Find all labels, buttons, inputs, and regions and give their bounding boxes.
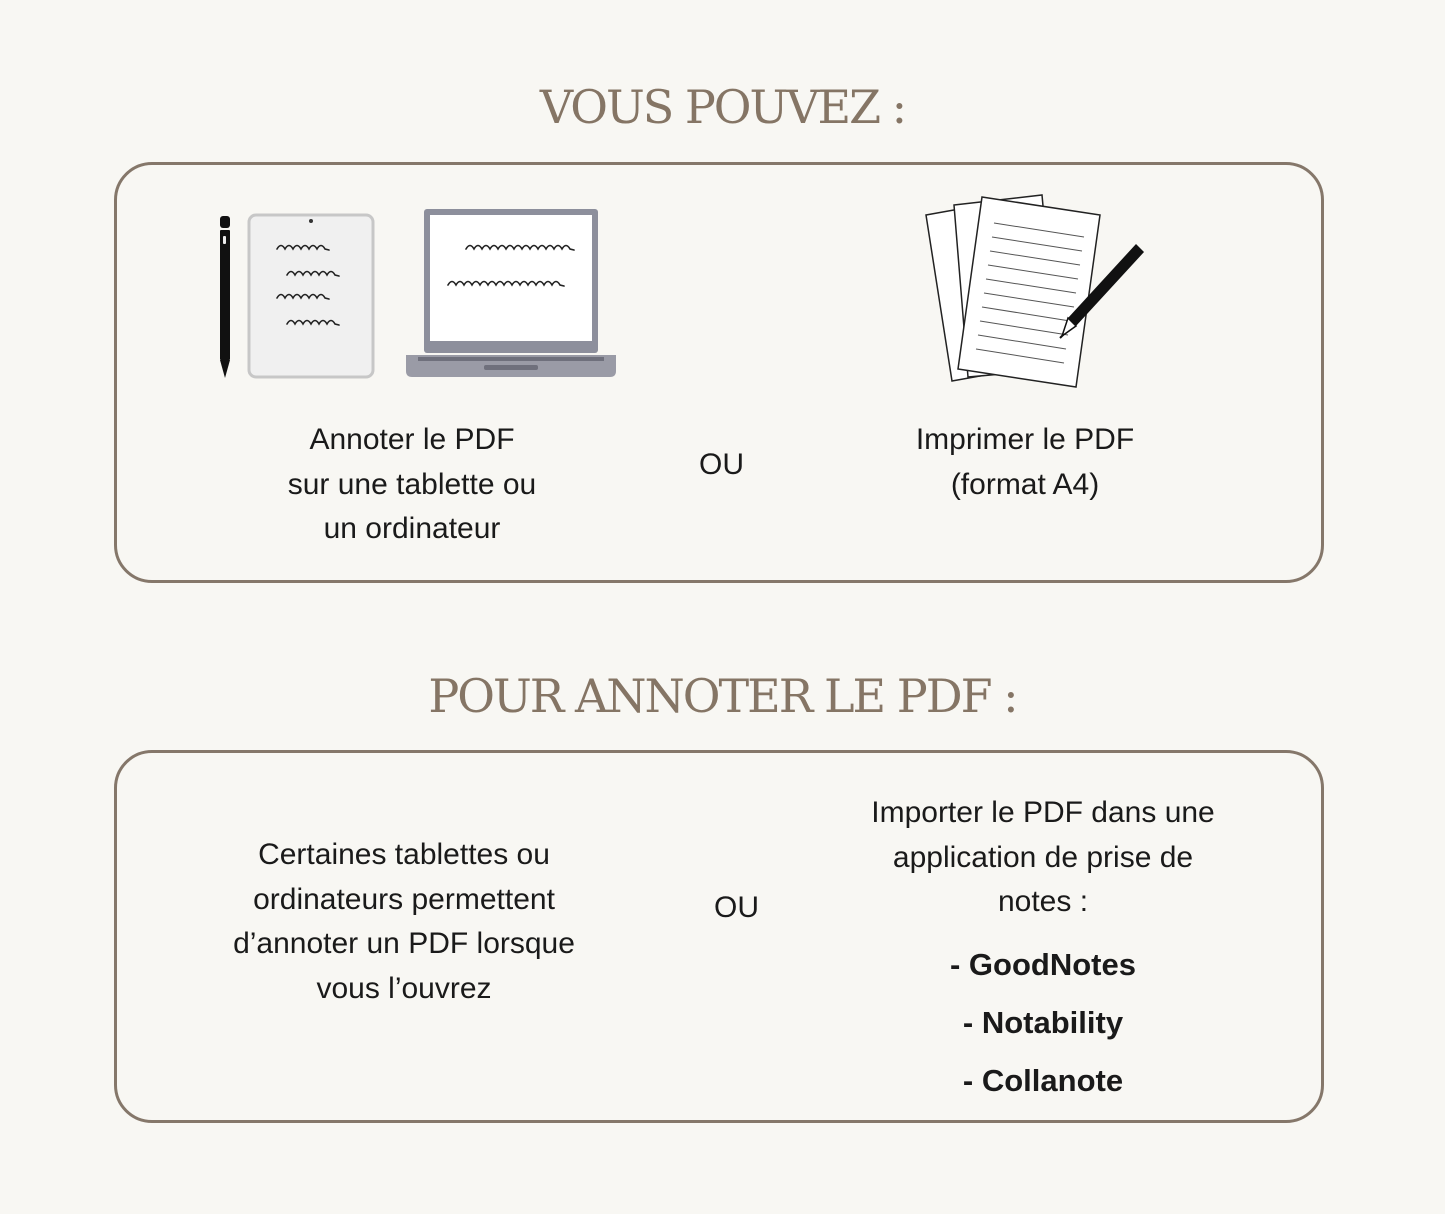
app-notability: - Notability [962,1005,1124,1040]
left-option-text [262,418,562,552]
import-app-line: notes : [997,885,1089,918]
left-option-line: sur une tablette ou [287,467,537,501]
tablet-icon [247,213,375,379]
built-in-annotation-line: ordinateurs permettent [253,882,555,916]
pen-icon [1058,240,1146,340]
right-option-line: (format A4) [950,467,1100,501]
built-in-annotation-line: vous l’ouvrez [316,971,492,1005]
left-option-line: Annoter le PDF [309,423,515,456]
import-app-text [833,791,1253,925]
laptop-icon [404,207,618,379]
section-2-heading: POUR ANNOTER LE PDF : [428,669,1017,723]
import-app-line: Importer le PDF dans une [871,796,1215,829]
left-option-line: un ordinateur [323,512,501,545]
section-1-heading: VOUS POUVEZ : [539,80,906,134]
built-in-annotation-line: Certaines tablettes ou [258,838,550,871]
built-in-annotation-line: d’annoter un PDF lorsque [233,927,575,960]
right-option-line: Imprimer le PDF [915,423,1135,456]
or-separator: OU [699,448,744,481]
app-collanote: - Collanote [962,1063,1124,1098]
right-option-text [875,418,1175,507]
or-separator: OU [714,891,759,924]
import-app-line: application de prise de [892,840,1194,874]
built-in-annotation-text [194,833,614,1011]
stylus-icon [218,214,232,380]
app-goodnotes: - GoodNotes [950,947,1136,982]
